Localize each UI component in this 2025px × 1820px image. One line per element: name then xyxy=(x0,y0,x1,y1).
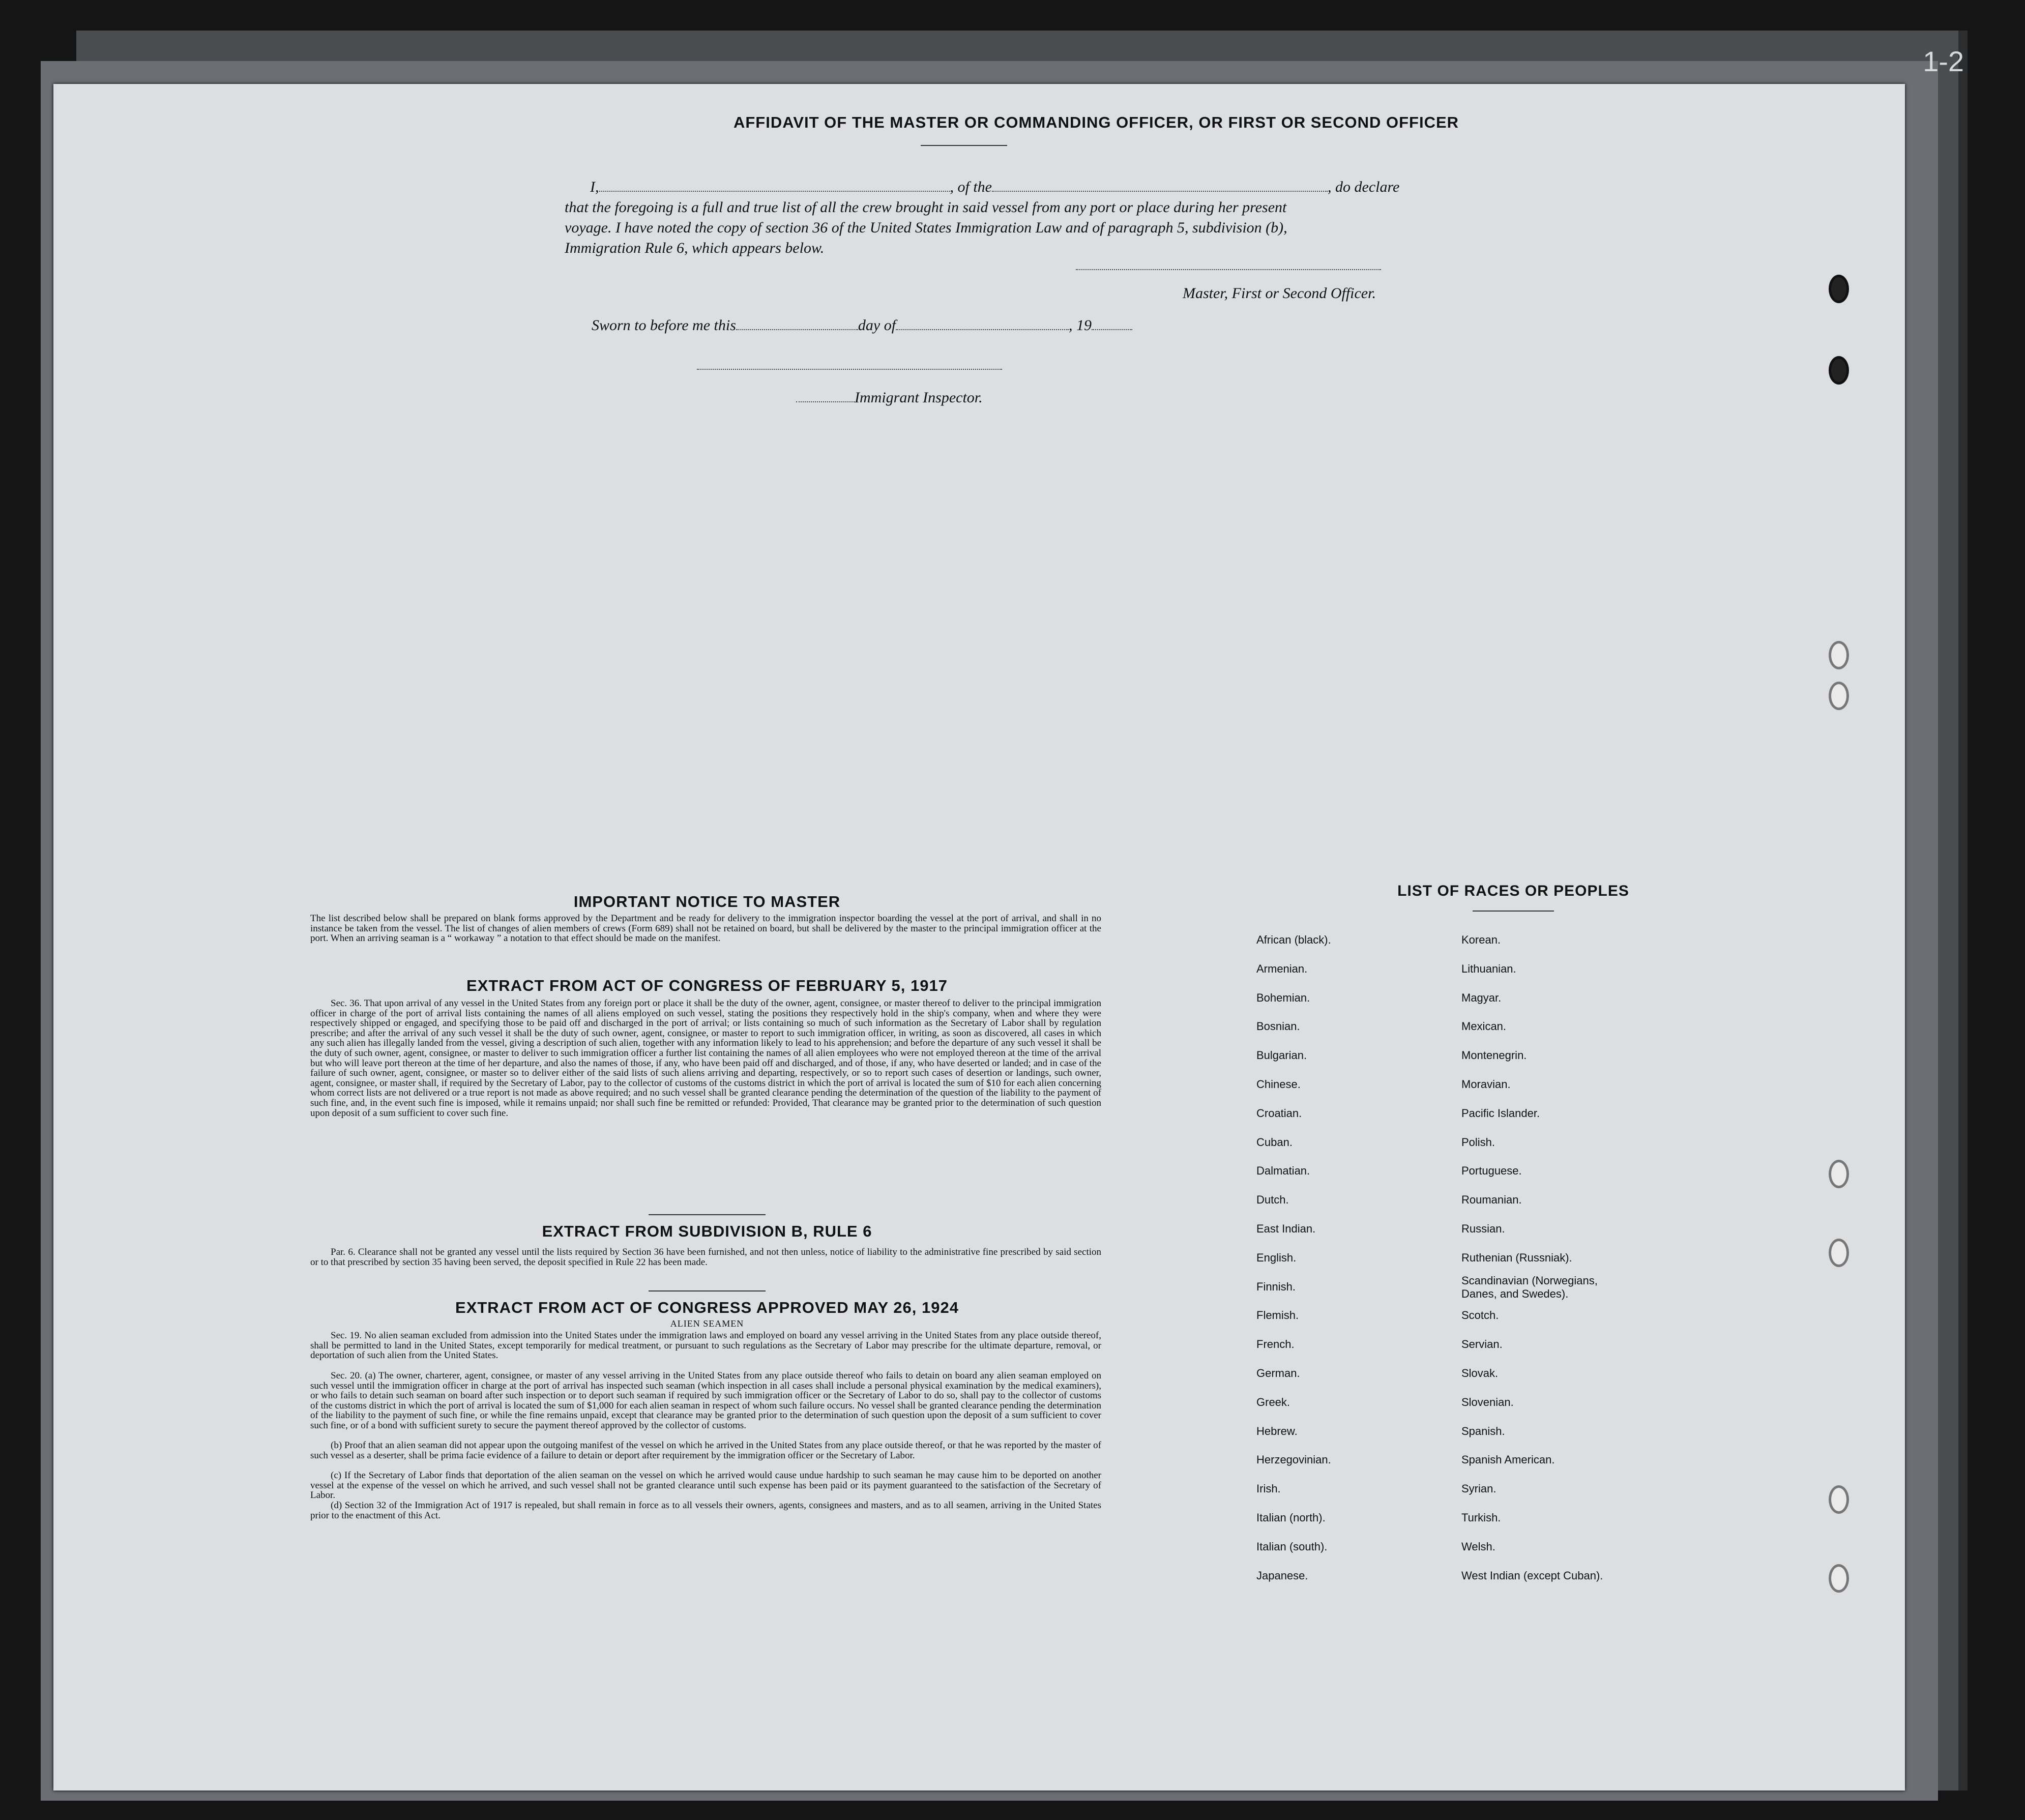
race-item: Polish. xyxy=(1461,1135,1495,1149)
title-rule xyxy=(921,145,1007,146)
sworn-label: Sworn to before me this xyxy=(592,317,736,334)
race-item: Servian. xyxy=(1461,1338,1503,1351)
race-item: Bosnian. xyxy=(1256,1020,1300,1033)
sworn-line xyxy=(592,317,1132,334)
alien-seamen-heading: ALIEN SEAMEN xyxy=(670,1318,744,1329)
race-item: Ruthenian (Russniak). xyxy=(1461,1251,1572,1264)
race-item: Scotch. xyxy=(1461,1309,1499,1322)
race-item: Lithuanian. xyxy=(1461,962,1516,975)
race-item: Pacific Islander. xyxy=(1461,1106,1540,1120)
punch-hole xyxy=(1829,1160,1849,1188)
race-item: African (black). xyxy=(1256,933,1331,946)
sworn-month-field xyxy=(896,318,1069,330)
race-item: Roumanian. xyxy=(1461,1193,1522,1207)
year-label: , 19 xyxy=(1069,317,1092,334)
race-item: Montenegrin. xyxy=(1461,1049,1527,1062)
affidavit-title: AFFIDAVIT OF THE MASTER OR COMMANDING OFFICER, OR FIRST OR SECOND OFFICER xyxy=(733,113,1459,131)
document-page xyxy=(53,84,1905,1790)
race-item: Welsh. xyxy=(1461,1540,1495,1553)
race-item: East Indian. xyxy=(1256,1222,1316,1235)
sec-20a-text: Sec. 20. (a) The owner, charterer, agent, consignee, or master of any vessel arriving in the United States from any place outside thereof who fails to detain on board any alien seaman employed on such vessel until the immigration officer in charge at the port of arrival has inspected such seaman (which inspection in all cases shall include a personal physical examination by the medical examiners), or who fails to detain such seaman on board after such inspection or to deport such seaman if required by such immigration officer or the Secretary of Labor to do so, shall pay to the collector of customs of the customs district in which the port of arrival is located the sum of $1,000 for each alien seaman in respect of whom such failure occurs. No vessel shall be granted clearance pending the determination of the liability to the payment of such fine, or while the fine remains unpaid, except that clearance may be granted prior to the determination of such question upon the deposit of a sum sufficient to cover such fine, or of a bond with sufficient surety to secure the payment thereof approved by the collector of customs. xyxy=(310,1370,1101,1431)
race-item: Bulgarian. xyxy=(1256,1049,1307,1062)
race-item: Croatian. xyxy=(1256,1106,1302,1120)
affidavit-line-3: voyage. I have noted the copy of section 36 of the United States Immigration Law and of paragraph 5, subdivision (b), xyxy=(565,219,1287,236)
punch-hole xyxy=(1829,356,1849,385)
extract-1917-body: Sec. 36. That upon arrival of any vessel in the United States from any foreign port or place it shall be the duty of the owner, agent, consignee, or master thereof to deliver to the principal immigration officer in charge of the port of arrival lists containing the names of all aliens employed on such vessel, stating the positions they respectively hold in the ship's company, when and where they were respectively shipped or engaged, and specifying those to be paid off and discharged in the port of arrival; or lists containing so much of such information as the Secretary of Labor shall by regulation prescribe; and after the arrival of any such vessel it shall be the duty of such owner, agent, consignee, or master to report to such immigration officer, in writing, as soon as discovered, all cases in which any such alien has illegally landed from the vessel, giving a description of such alien, together with any information likely to lead to his apprehension; and before the departure of any such vessel it shall be the duty of such owner, agent, consignee, or master to deliver to such immigration officer a further list containing the names of all alien employees who were not employed thereon at the time of the arrival but who will leave port thereon at the time of her departure, and also the names of those, if any, who have been paid off and discharged, and of those, if any, who have deserted or landed; and in case of the failure of such owner, agent, consignee, or master so to deliver either of the said lists of such aliens arriving and departing, respectively, or so to report such cases of desertion or landings, such owner, agent, consignee, or master shall, if required by the Secretary of Labor, pay to the collector of customs of the customs district in which the port of arrival is located the sum of $10 for each alien concerning whom correct lists are not delivered or a true report is not made as above required; and no such vessel shall be granted clearance pending the determination of the question of the liability to the payment of such fine, and, in the event such fine is imposed, while it remains unpaid; nor shall such fine be remitted or refunded: Provided, That clearance may be granted prior to the determination of such question upon deposit of a sum sufficient to cover such fine. xyxy=(310,998,1101,1119)
race-item: Japanese. xyxy=(1256,1569,1308,1582)
of-the-label: , of the xyxy=(950,179,992,195)
race-item: Spanish American. xyxy=(1461,1453,1555,1466)
extract-1924-title: EXTRACT FROM ACT OF CONGRESS APPROVED MAY 26, 1924 xyxy=(455,1299,959,1316)
extract-rule6-body: Par. 6. Clearance shall not be granted any vessel until the lists required by Section 36 have been furnished, and not then unless, notice of liability to the administrative fine prescribed by said section or to that prescribed by section 35 having been served, the deposit specified in Rule 22 has been made. xyxy=(310,1247,1101,1268)
punch-hole xyxy=(1829,641,1849,669)
extract-rule6-title: EXTRACT FROM SUBDIVISION B, RULE 6 xyxy=(542,1222,872,1240)
race-item: Slovak. xyxy=(1461,1367,1499,1379)
section-rule xyxy=(649,1290,766,1291)
sworn-day-field xyxy=(736,318,858,330)
race-item: English. xyxy=(1256,1251,1297,1264)
race-item: Dutch. xyxy=(1256,1193,1289,1207)
race-item: Magyar. xyxy=(1461,991,1502,1004)
race-item: French. xyxy=(1256,1338,1295,1351)
race-item: Flemish. xyxy=(1256,1309,1299,1322)
race-item: Herzegovinian. xyxy=(1256,1453,1331,1466)
race-item: Portuguese. xyxy=(1461,1164,1522,1178)
sec-20d-text: (d) Section 32 of the Immigration Act of 1917 is repealed, but shall remain in force as to all vessels their owners, agents, consignees and masters, and as to all seamen, arriving in the United States prior to the enactment of this Act. xyxy=(310,1500,1101,1521)
vessel-field xyxy=(992,180,1328,192)
race-item: Slovenian. xyxy=(1461,1395,1514,1408)
race-item: Finnish. xyxy=(1256,1280,1296,1293)
race-item: German. xyxy=(1256,1367,1300,1379)
inspector-signature-line xyxy=(697,369,1002,370)
extract-1917-title: EXTRACT FROM ACT OF CONGRESS OF FEBRUARY 5, 1917 xyxy=(466,977,948,994)
race-item: Armenian. xyxy=(1256,962,1308,975)
punch-hole xyxy=(1829,682,1849,710)
race-item: Chinese. xyxy=(1256,1078,1301,1091)
race-item: Turkish. xyxy=(1461,1511,1501,1524)
inspector-line xyxy=(796,389,983,406)
punch-hole xyxy=(1829,275,1849,303)
race-item: Irish. xyxy=(1256,1482,1281,1495)
race-item: Bohemian. xyxy=(1256,991,1310,1004)
affidavit-line-4: Immigration Rule 6, which appears below. xyxy=(565,240,825,256)
section-rule xyxy=(649,1214,766,1215)
race-item: Scandinavian (Norwegians, Danes, and Swedes). xyxy=(1461,1274,1598,1300)
race-item: Dalmatian. xyxy=(1256,1164,1310,1178)
sec-19-text: Sec. 19. No alien seaman excluded from admission into the United States under the immigration laws and employed on board any vessel arriving in the United States from any place outside thereof, shall be permitted to land in the United States, except temporarily for medical treatment, or pursuant to such regulations as the Secretary of Labor may prescribe for the ultimate departure, removal, or deportation of such alien from the United States. xyxy=(310,1330,1101,1361)
notice-title: IMPORTANT NOTICE TO MASTER xyxy=(573,893,841,911)
sec-20b-text: (b) Proof that an alien seaman did not appear upon the outgoing manifest of the vessel on which he arrived in the United States from any place outside thereof, or that he was reported by the master of such vessel as a deserter, shall be prima facie evidence of a failure to detain or deport after requirement by the immigration officer or the Secretary of Labor. xyxy=(310,1440,1101,1461)
punch-hole xyxy=(1829,1564,1849,1593)
declarant-field xyxy=(599,180,950,192)
races-rule xyxy=(1473,911,1554,912)
sworn-year-field xyxy=(1092,318,1132,330)
race-item: Hebrew. xyxy=(1256,1424,1298,1437)
races-title: LIST OF RACES OR PEOPLES xyxy=(1397,883,1629,899)
inspector-label: Immigrant Inspector. xyxy=(855,389,983,406)
race-item: Cuban. xyxy=(1256,1135,1293,1149)
punch-hole xyxy=(1829,1485,1849,1514)
race-item: Korean. xyxy=(1461,933,1501,946)
race-item: Syrian. xyxy=(1461,1482,1496,1495)
race-item: Italian (north). xyxy=(1256,1511,1326,1524)
affidavit-line-1 xyxy=(590,179,1399,196)
race-item: Spanish. xyxy=(1461,1424,1505,1437)
race-item: Russian. xyxy=(1461,1222,1505,1235)
signature-label: Master, First or Second Officer. xyxy=(1183,285,1376,302)
punch-hole xyxy=(1829,1239,1849,1267)
race-item: West Indian (except Cuban). xyxy=(1461,1569,1603,1582)
race-item: Mexican. xyxy=(1461,1020,1507,1033)
inspector-dots xyxy=(796,390,855,402)
notice-body: The list described below shall be prepared on blank forms approved by the Department and be ready for delivery to the immigration inspector boarding the vessel at the port of arrival, and shall in no instance be taken from the vessel. The list of changes of alien members of crews (Form 689) shall not be retained on board, but shall be delivered by the master to the principal immigration officer at the port. When an arriving seaman is a “ workaway ” a notation to that effect should be made on the manifest. xyxy=(310,913,1101,944)
declarant-label: I, xyxy=(590,179,599,195)
race-item: Greek. xyxy=(1256,1395,1290,1408)
do-declare-label: , do declare xyxy=(1328,179,1400,195)
affidavit-line-2: that the foregoing is a full and true list of all the crew brought in said vessel from any port or place during her present xyxy=(565,199,1287,216)
corner-mark: 1-2 xyxy=(1923,45,1964,77)
race-item: Moravian. xyxy=(1461,1078,1511,1091)
signature-line xyxy=(1076,266,1381,270)
day-of-label: day of xyxy=(858,317,896,334)
race-item: Italian (south). xyxy=(1256,1540,1328,1553)
sec-20c-text: (c) If the Secretary of Labor finds that deportation of the alien seaman on the vessel on which he arrived would cause undue hardship to such seaman he may cause him to be deported on another vessel at the expense of the vessel on which he arrived, and such vessel shall not be granted clearance until such expense has been paid or its payment guaranteed to the satisfaction of the Secretary of Labor. xyxy=(310,1470,1101,1501)
